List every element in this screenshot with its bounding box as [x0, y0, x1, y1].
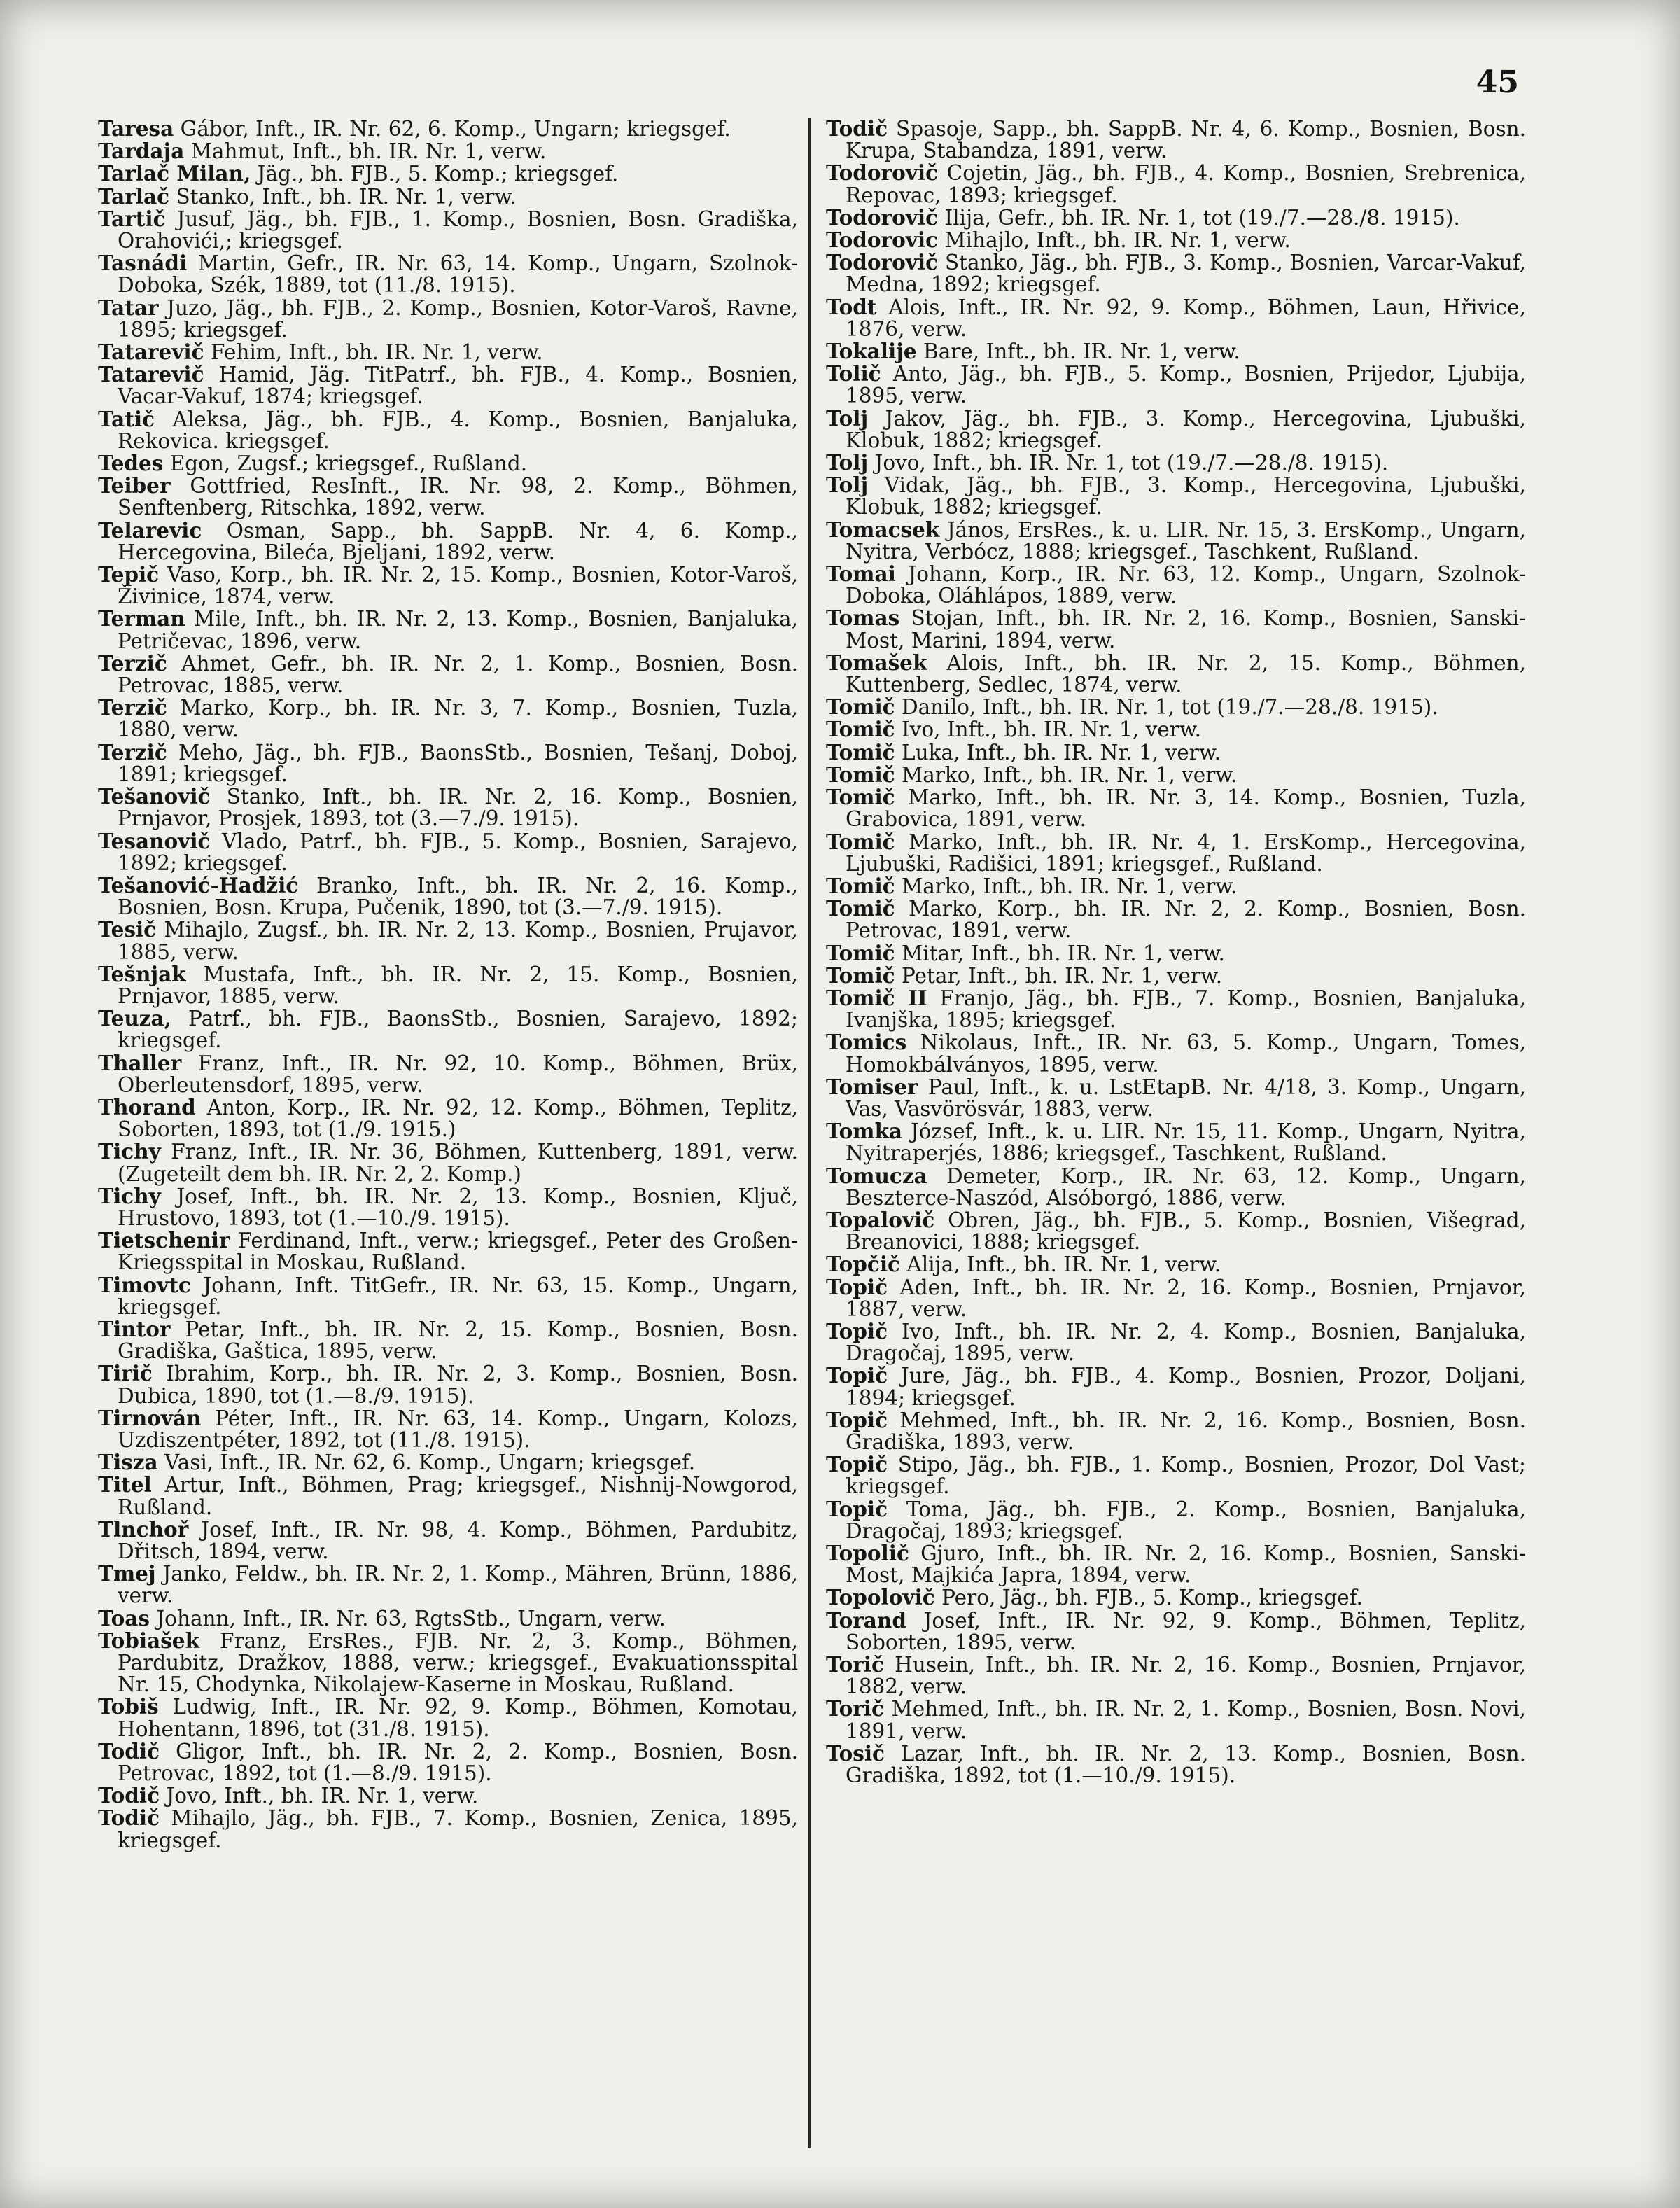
entry-details: Ilija, Gefr., bh. IR. Nr. 1, tot (19./7.—28./8. 1915). [944, 205, 1460, 230]
entry-details: Alija, Inft., bh. IR. Nr. 1, verw. [906, 1252, 1222, 1277]
entry-details: Spasoje, Sapp., bh. SappB. Nr. 4, 6. Komp., Bosnien, Bosn. Krupa, Stabandza, 1891, verw. [846, 117, 1526, 163]
entry-surname: Teuza, [98, 1006, 172, 1031]
entry-surname: Terzič [98, 650, 167, 676]
casualty-entry [98, 1740, 798, 1784]
entry-details: János, ErsRes., k. u. LIR. Nr. 15, 3. ErsKomp., Ungarn, Nyitra, Verbócz, 1888; kriegsgef., Taschkent, Rußland. [846, 517, 1526, 564]
entry-surname: Tatič [98, 406, 155, 431]
entry-surname: Thaller [98, 1050, 182, 1075]
casualty-entry [98, 183, 798, 209]
casualty-entry [98, 564, 798, 608]
casualty-entry [98, 1052, 798, 1096]
entry-details: Paul, Inft., k. u. LstEtapB. Nr. 4/18, 3. Komp., Ungarn, Vas, Vasvörösvár, 1883, verw. [846, 1075, 1526, 1121]
entry-surname: Terzič [98, 695, 167, 720]
entry-surname: Tomai [826, 561, 896, 587]
casualty-entry [98, 452, 798, 475]
casualty-entry [98, 1451, 798, 1474]
entry-details: Jovo, Inft., bh. IR. Nr. 1, verw. [166, 1784, 479, 1808]
casualty-entry [826, 1165, 1526, 1209]
entry-details: Ibrahim, Korp., bh. IR. Nr. 2, 3. Komp., Bosnien, Bosn. Dubica, 1890, tot (1.—8./9. 1915). [118, 1362, 798, 1408]
entry-details: Fehim, Inft., bh. IR. Nr. 1, verw. [211, 340, 543, 365]
entry-surname: Tomucza [826, 1163, 927, 1188]
entry-details: Josef, Inft., bh. IR. Nr. 2, 13. Komp., Bosnien, Ključ, Hrustovo, 1893, tot (1.—10./9. 1915). [118, 1184, 798, 1230]
entry-details: Mehmed, Inft., bh. IR. Nr. 2, 1. Komp., Bosnien, Bosn. Novi, 1891, verw. [846, 1697, 1526, 1743]
entry-surname: Toas [98, 1605, 150, 1630]
entry-details: Stanko, Inft., bh. IR. Nr. 2, 16. Komp., Bosnien, Prnjavor, Prosjek, 1893, tot (3.—7./9. 1915). [118, 785, 798, 831]
entry-surname: Todič [98, 1783, 160, 1808]
entry-surname: Terzič [98, 739, 167, 764]
entry-details: Obren, Jäg., bh. FJB., 5. Komp., Bosnien, Višegrad, Breanovici, 1888; kriegsgef. [846, 1208, 1526, 1255]
casualty-entry [826, 204, 1526, 230]
entry-details: Ferdinand, Inft., verw.; kriegsgef., Peter des Großen-Kriegsspital in Moskau, Rußland. [118, 1229, 798, 1275]
casualty-entry [98, 1140, 798, 1185]
entry-surname: Thorand [98, 1094, 196, 1119]
entry-details: Gjuro, Inft., bh. IR. Nr. 2, 16. Komp., Bosnien, Sanski-Most, Majkića Japra, 1894, verw. [846, 1542, 1526, 1588]
entry-details: Bare, Inft., bh. IR. Nr. 1, verw. [923, 340, 1240, 364]
entry-details: Husein, Inft., bh. IR. Nr. 2, 16. Komp., Bosnien, Prnjavor, 1882, verw. [846, 1653, 1526, 1699]
entry-surname: Tepič [98, 562, 160, 587]
entry-details: Vlado, Patrf., bh. FJB., 5. Komp., Bosnien, Sarajevo, 1892; kriegsgef. [118, 829, 798, 875]
entry-details: Péter, Inft., IR. Nr. 63, 14. Komp., Ungarn, Kolozs, Uzdiszentpéter, 1892, tot (11./8. 1915). [118, 1406, 798, 1452]
casualty-entry [98, 1096, 798, 1140]
entry-details: Johann, Inft., IR. Nr. 63, RgtsStb., Ungarn, verw. [156, 1606, 666, 1630]
entry-surname: Tatarevič [98, 340, 204, 365]
entry-surname: Todorovič [826, 250, 939, 275]
entry-details: Stanko, Inft., bh. IR. Nr. 1, verw. [176, 184, 517, 209]
entry-details: Vidak, Jäg., bh. FJB., 3. Komp., Hercegovina, Ljubuški, Klobuk, 1882; kriegsgef. [846, 473, 1526, 519]
entry-details: Marko, Inft., bh. IR. Nr. 1, verw. [902, 874, 1238, 898]
entry-surname: Tintor [98, 1316, 171, 1341]
entry-surname: Topič [826, 1274, 888, 1299]
casualty-entry [826, 1498, 1526, 1542]
entry-surname: Tirič [98, 1361, 153, 1386]
entry-details: Ludwig, Inft., IR. Nr. 92, 9. Komp., Böhmen, Komotau, Hohentann, 1896, tot (31./8. 1915). [118, 1695, 798, 1741]
entry-details: Egon, Zugsf.; kriegsgef., Rußland. [169, 452, 528, 476]
casualty-entry [826, 162, 1526, 206]
entry-surname: Tlnchoř [98, 1516, 189, 1542]
entry-details: Nikolaus, Inft., IR. Nr. 63, 5. Komp., Ungarn, Tomes, Homokbálványos, 1895, verw. [846, 1030, 1526, 1077]
casualty-entry [98, 652, 798, 697]
entry-details: Vaso, Korp., bh. IR. Nr. 2, 15. Komp., Bosnien, Kotor-Varoš, Živinice, 1874, verw. [118, 563, 798, 609]
entry-surname: Tirnován [98, 1405, 202, 1430]
entry-surname: Tomič [826, 739, 895, 764]
entry-details: Anto, Jäg., bh. FJB., 5. Komp., Bosnien, Prijedor, Ljubija, 1895, verw. [846, 362, 1526, 408]
entry-details: Josef, Inft., IR. Nr. 92, 9. Komp., Böhmen, Teplitz, Soborten, 1895, verw. [846, 1608, 1526, 1654]
casualty-entry [98, 741, 798, 785]
entry-details: Ahmet, Gefr., bh. IR. Nr. 2, 1. Komp., Bosnien, Bosn. Petrovac, 1885, verw. [118, 651, 798, 698]
entry-surname: Topič [826, 1318, 888, 1343]
entry-details: Alois, Inft., IR. Nr. 92, 9. Komp., Böhmen, Laun, Hřivice, 1876, verw. [846, 295, 1526, 341]
entry-surname: Timovtc [98, 1272, 191, 1297]
entry-surname: Tmej [98, 1561, 156, 1586]
entry-details: Jovo, Inft., bh. IR. Nr. 1, tot (19./7.—28./8. 1915). [874, 451, 1389, 475]
entry-surname: Todorovič [826, 204, 939, 230]
entry-details: Pero, Jäg., bh. FJB., 5. Komp., kriegsgef. [941, 1586, 1363, 1610]
casualty-entry [98, 785, 798, 830]
casualty-entry [98, 297, 798, 341]
entry-surname: Tolj [826, 473, 869, 498]
casualty-entry [98, 1563, 798, 1607]
casualty-entry [98, 608, 798, 652]
entry-surname: Topič [826, 1496, 888, 1521]
entry-surname: Torič [826, 1652, 884, 1677]
entry-surname: Tarlač [98, 183, 170, 209]
casualty-entry [98, 408, 798, 452]
entry-surname: Todič [826, 116, 888, 141]
entry-surname: Todorovič [826, 160, 939, 186]
casualty-entry [98, 1362, 798, 1406]
casualty-entry [826, 652, 1526, 696]
casualty-entry [98, 1784, 798, 1807]
casualty-entry [98, 252, 798, 296]
entry-surname: Tešanovič [98, 784, 211, 809]
entry-details: Mihajlo, Jäg., bh. FJB., 7. Komp., Bosnien, Zenica, 1895, kriegsgef. [118, 1806, 798, 1852]
entry-surname: Terman [98, 606, 186, 631]
casualty-entry [98, 1274, 798, 1318]
casualty-entry [826, 1409, 1526, 1453]
entry-surname: Tomka [826, 1119, 903, 1144]
casualty-entry [826, 1698, 1526, 1742]
casualty-entry [98, 519, 798, 564]
entry-surname: Tešnjak [98, 961, 186, 986]
page-number: 45 [1476, 64, 1519, 100]
casualty-entry [826, 519, 1526, 563]
entry-details: Branko, Inft., bh. IR. Nr. 2, 16. Komp., Bosnien, Bosn. Krupa, Pučenik, 1890, tot (3.—7./9. 1915). [118, 873, 798, 920]
entry-details: Cojetin, Jäg., bh. FJB., 4. Komp., Bosnien, Srebrenica, Repovac, 1893; kriegsgef. [846, 161, 1526, 207]
entry-details: Stipo, Jäg., bh. FJB., 1. Komp., Bosnien, Prozor, Dol Vast; kriegsgef. [846, 1453, 1526, 1499]
entry-details: Marko, Inft., bh. IR. Nr. 1, verw. [902, 762, 1238, 787]
right-column [826, 118, 1526, 1787]
casualty-entry [826, 340, 1526, 363]
entry-surname: Tešanović-Hadžić [98, 872, 299, 897]
casualty-entry [826, 363, 1526, 407]
casualty-entry [826, 251, 1526, 295]
entry-surname: Tardaja [98, 139, 185, 164]
entry-surname: Tarlač Milan, [98, 161, 251, 186]
entry-details: Mahmut, Inft., bh. IR. Nr. 1, verw. [190, 139, 547, 164]
entry-surname: Tomič [826, 829, 895, 854]
entry-surname: Tomiser [826, 1074, 918, 1099]
entry-details: Mustafa, Inft., bh. IR. Nr. 2, 15. Komp., Bosnien, Prnjavor, 1885, verw. [118, 962, 798, 1008]
casualty-entry [826, 1609, 1526, 1654]
casualty-entry [98, 874, 798, 918]
casualty-entry [98, 1807, 798, 1851]
entry-details: Josef, Inft., IR. Nr. 98, 4. Komp., Böhmen, Pardubitz, Dřitsch, 1894, verw. [118, 1517, 798, 1563]
casualty-entry [826, 1120, 1526, 1164]
entry-surname: Tomič [826, 694, 895, 720]
entry-details: Janko, Feldw., bh. IR. Nr. 2, 1. Komp., Mähren, Brünn, 1886, verw. [118, 1562, 798, 1608]
casualty-entry [826, 1742, 1526, 1787]
entry-surname: Tartič [98, 206, 166, 231]
entry-details: Mehmed, Inft., bh. IR. Nr. 2, 16. Komp., Bosnien, Bosn. Gradiška, 1893, verw. [846, 1408, 1526, 1454]
entry-details: Marko, Inft., bh. IR. Nr. 4, 1. ErsKomp., Hercegovina, Ljubuški, Radišici, 1891; kriegsgef., Rußland. [846, 830, 1526, 876]
casualty-entry [826, 229, 1526, 251]
entry-surname: Tolj [826, 450, 869, 475]
entry-surname: Todt [826, 294, 877, 319]
entry-details: Lazar, Inft., bh. IR. Nr. 2, 13. Komp., Bosnien, Bosn. Gradiška, 1892, tot (1.—10./9. 1915). [846, 1741, 1526, 1788]
entry-surname: Tatar [98, 295, 159, 320]
entry-surname: Tomič [826, 873, 895, 898]
entry-surname: Tomics [826, 1030, 907, 1055]
casualty-entry [98, 363, 798, 407]
casualty-entry [98, 1229, 798, 1273]
entry-details: Alois, Inft., bh. IR. Nr. 2, 15. Komp., Böhmen, Kuttenberg, Sedlec, 1874, verw. [846, 650, 1526, 697]
entry-surname: Tomič [826, 717, 895, 742]
entry-details: Mitar, Inft., bh. IR. Nr. 1, verw. [902, 941, 1225, 965]
casualty-entry [98, 162, 798, 185]
entry-details: Demeter, Korp., IR. Nr. 63, 12. Komp., Ungarn, Beszterce-Naszód, Alsóborgó, 1886, verw. [846, 1164, 1526, 1210]
entry-details: Aleksa, Jäg., bh. FJB., 4. Komp., Bosnien, Banjaluka, Rekovica. kriegsgef. [118, 407, 798, 453]
entry-surname: Tietschenir [98, 1228, 230, 1253]
column-divider [808, 118, 811, 2148]
casualty-entry [826, 987, 1526, 1031]
casualty-entry [826, 1209, 1526, 1253]
entry-details: Martin, Gefr., IR. Nr. 63, 14. Komp., Ungarn, Szolnok-Doboka, Szék, 1889, tot (11./8. 1915). [118, 251, 799, 298]
casualty-entry [98, 830, 798, 874]
casualty-entry [826, 563, 1526, 607]
casualty-entry [826, 407, 1526, 452]
entry-surname: Tomič [826, 785, 895, 810]
casualty-entry [826, 1031, 1526, 1075]
entry-surname: Tolj [826, 405, 869, 431]
casualty-entry [98, 918, 798, 963]
casualty-entry [98, 1007, 798, 1051]
casualty-entry [826, 1276, 1526, 1320]
entry-surname: Tobiš [98, 1694, 159, 1719]
entry-surname: Tokalije [826, 339, 917, 364]
entry-surname: Tesanovič [98, 828, 211, 853]
casualty-entry [826, 831, 1526, 875]
entry-surname: Topalovič [826, 1207, 935, 1232]
casualty-entry [826, 1453, 1526, 1497]
casualty-entry [826, 1320, 1526, 1364]
casualty-entry [826, 296, 1526, 340]
entry-details: Aden, Inft., bh. IR. Nr. 2, 16. Komp., Bosnien, Prnjavor, 1887, verw. [846, 1275, 1526, 1321]
entry-surname: Tichy [98, 1183, 161, 1208]
entry-surname: Tatarevič [98, 362, 204, 387]
entry-details: Mile, Inft., bh. IR. Nr. 2, 13. Komp., Bosnien, Banjaluka, Petričevac, 1896, verw. [118, 607, 798, 653]
entry-details: Johann, Korp., IR. Nr. 63, 12. Komp., Ungarn, Szolnok-Doboka, Oláhlápos, 1889, verw. [846, 562, 1526, 608]
casualty-entry [98, 1607, 798, 1630]
entry-surname: Tichy [98, 1139, 161, 1164]
casualty-entry [98, 1185, 798, 1229]
entry-details: Luka, Inft., bh. IR. Nr. 1, verw. [902, 740, 1221, 764]
entry-surname: Tasnádi [98, 251, 188, 276]
entry-surname: Tomašek [826, 650, 927, 675]
entry-surname: Tedes [98, 451, 164, 476]
casualty-entry [98, 1474, 798, 1518]
entry-details: Ivo, Inft., bh. IR. Nr. 2, 4. Komp., Bosnien, Banjaluka, Dragočaj, 1895, verw. [846, 1319, 1526, 1366]
entry-details: Hamid, Jäg. TitPatrf., bh. FJB., 4. Komp., Bosnien, Vacar-Vakuf, 1874; kriegsgef. [118, 363, 798, 409]
entry-surname: Telarevic [98, 517, 202, 543]
casualty-entry [826, 764, 1526, 786]
casualty-entry [98, 1407, 798, 1451]
entry-details: Johann, Inft. TitGefr., IR. Nr. 63, 15. Komp., Ungarn, kriegsgef. [118, 1273, 798, 1319]
entry-details: József, Inft., k. u. LIR. Nr. 15, 11. Komp., Ungarn, Nyitra, Nyitraperjés, 1886; kriegsgef., Taschkent, Rußland. [846, 1119, 1526, 1166]
entry-details: Osman, Sapp., bh. SappB. Nr. 4, 6. Komp., Hercegovina, Bileća, Bjeljani, 1892, verw. [118, 518, 798, 564]
entry-details: Gábor, Inft., IR. Nr. 62, 6. Komp., Ungarn; kriegsgef. [180, 117, 731, 141]
entry-details: Petar, Inft., bh. IR. Nr. 2, 15. Komp., Bosnien, Bosn. Gradiška, Gaštica, 1895, verw. [118, 1317, 798, 1364]
entry-surname: Tesič [98, 917, 157, 942]
left-column [98, 118, 798, 1852]
entry-details: Vasi, Inft., IR. Nr. 62, 6. Komp., Ungarn; kriegsgef. [164, 1451, 696, 1475]
entry-details: Franjo, Jäg., bh. FJB., 7. Komp., Bosnien, Banjaluka, Ivanjška, 1895; kriegsgef. [846, 986, 1526, 1033]
entry-surname: Torič [826, 1696, 884, 1721]
entry-details: Petar, Inft., bh. IR. Nr. 1, verw. [902, 963, 1223, 988]
entry-surname: Taresa [98, 116, 174, 141]
casualty-entry [826, 474, 1526, 518]
entry-surname: Tomacsek [826, 517, 940, 542]
entry-surname: Todič [98, 1738, 160, 1763]
casualty-entry [98, 1518, 798, 1563]
casualty-entry [98, 1630, 798, 1696]
entry-surname: Tosič [826, 1740, 886, 1766]
casualty-entry [826, 875, 1526, 897]
entry-details: Artur, Inft., Böhmen, Prag; kriegsgef., Nishnij-Nowgorod, Rußland. [118, 1473, 798, 1519]
casualty-entry [826, 1364, 1526, 1409]
entry-surname: Tolič [826, 361, 881, 386]
casualty-entry [98, 697, 798, 741]
casualty-entry [98, 963, 798, 1007]
entry-details: Franz, Inft., IR. Nr. 92, 10. Komp., Böhmen, Brüx, Oberleutensdorf, 1895, verw. [118, 1051, 798, 1097]
casualty-entry [826, 786, 1526, 830]
casualty-entry [826, 607, 1526, 651]
entry-surname: Topič [826, 1407, 888, 1432]
casualty-entry [826, 741, 1526, 764]
entry-details: Marko, Inft., bh. IR. Nr. 3, 14. Komp., Bosnien, Tuzla, Grabovica, 1891, verw. [846, 785, 1526, 832]
entry-surname: Tobiašek [98, 1628, 200, 1653]
entry-surname: Todorovic [826, 228, 939, 253]
entry-surname: Topič [826, 1363, 888, 1388]
entry-details: Franz, ErsRes., FJB. Nr. 2, 3. Komp., Böhmen, Pardubitz, Dražkov, 1888, verw.; kriegsgef., Evakuationsspital Nr. 15, Chodynka, Nikolajew-Kaserne in Moskau, Rußland. [118, 1628, 798, 1697]
entry-details: Marko, Korp., bh. IR. Nr. 2, 2. Komp., Bosnien, Bosn. Petrovac, 1891, verw. [846, 897, 1526, 943]
entry-details: Stanko, Jäg., bh. FJB., 3. Komp., Bosnien, Varcar-Vakuf, Medna, 1892; kriegsgef. [846, 251, 1526, 297]
casualty-entry [826, 118, 1526, 162]
entry-details: Stojan, Inft., bh. IR. Nr. 2, 16. Komp., Bosnien, Sanski-Most, Marini, 1894, verw. [846, 606, 1526, 652]
entry-surname: Topolovič [826, 1585, 935, 1610]
entry-details: Danilo, Inft., bh. IR. Nr. 1, tot (19./7.—28./8. 1915). [902, 695, 1438, 720]
entry-details: Jakov, Jäg., bh. FJB., 3. Komp., Hercegovina, Ljubuški, Klobuk, 1882; kriegsgef. [846, 406, 1526, 452]
entry-surname: Topič [826, 1452, 888, 1477]
entry-surname: Tisza [98, 1450, 158, 1475]
entry-details: Gottfried, ResInft., IR. Nr. 98, 2. Komp., Böhmen, Senftenberg, Ritschka, 1892, verw. [118, 474, 798, 520]
casualty-entry [98, 341, 798, 363]
entry-details: Patrf., bh. FJB., BaonsStb., Bosnien, Sarajevo, 1892; kriegsgef. [118, 1007, 798, 1053]
casualty-entry [826, 1654, 1526, 1698]
casualty-entry [826, 452, 1526, 474]
entry-details: Franz, Inft., IR. Nr. 36, Böhmen, Kuttenberg, 1891, verw. (Zugeteilt dem bh. IR. Nr. 2, 2. Komp.) [118, 1140, 798, 1186]
casualty-entry [826, 965, 1526, 987]
casualty-entry [826, 1542, 1526, 1586]
entry-details: Jusuf, Jäg., bh. FJB., 1. Komp., Bosnien, Bosn. Gradiška, Orahovići,; kriegsgef. [118, 207, 798, 253]
entry-details: Ivo, Inft., bh. IR. Nr. 1, verw. [902, 718, 1201, 742]
casualty-entry [826, 696, 1526, 718]
entry-details: Mihajlo, Inft., bh. IR. Nr. 1, verw. [944, 228, 1291, 253]
entry-surname: Torand [826, 1607, 906, 1633]
casualty-entry [98, 1318, 798, 1362]
entry-details: Jäg., bh. FJB., 5. Komp.; kriegsgef. [257, 162, 619, 186]
entry-details: Gligor, Inft., bh. IR. Nr. 2, 2. Komp., Bosnien, Bosn. Petrovac, 1892, tot (1.—8./9. 1915). [118, 1739, 798, 1786]
casualty-entry [98, 475, 798, 519]
entry-surname: Tomič II [826, 985, 927, 1010]
casualty-entry [826, 897, 1526, 942]
casualty-entry [826, 942, 1526, 965]
entry-details: Juzo, Jäg., bh. FJB., 2. Komp., Bosnien, Kotor-Varoš, Ravne, 1895; kriegsgef. [118, 295, 798, 342]
entry-details: Anton, Korp., IR. Nr. 92, 12. Komp., Böhmen, Teplitz, Soborten, 1893, tot (1./9. 1915.) [118, 1095, 798, 1142]
casualty-entry [826, 1076, 1526, 1120]
entry-details: Toma, Jäg., bh. FJB., 2. Komp., Bosnien, Banjaluka, Dragočaj, 1893; kriegsgef. [846, 1497, 1526, 1543]
casualty-entry [826, 718, 1526, 741]
entry-surname: Tomič [826, 762, 895, 787]
entry-surname: Teiber [98, 473, 171, 498]
entry-surname: Tomič [826, 896, 895, 921]
entry-surname: Titel [98, 1472, 152, 1497]
entry-surname: Tomič [826, 940, 895, 965]
entry-details: Jure, Jäg., bh. FJB., 4. Komp., Bosnien, Prozor, Doljani, 1894; kriegsgef. [846, 1364, 1526, 1410]
entry-details: Marko, Korp., bh. IR. Nr. 3, 7. Komp., Bosnien, Tuzla, 1880, verw. [118, 696, 798, 742]
casualty-entry [98, 208, 798, 252]
entry-details: Meho, Jäg., bh. FJB., BaonsStb., Bosnien, Tešanj, Doboj, 1891; kriegsgef. [118, 740, 798, 786]
casualty-entry [826, 1253, 1526, 1276]
entry-surname: Topčič [826, 1252, 901, 1277]
entry-details: Mihajlo, Zugsf., bh. IR. Nr. 2, 13. Komp., Bosnien, Prujavor, 1885, verw. [118, 918, 798, 964]
casualty-entry [98, 1696, 798, 1740]
casualty-entry [826, 1586, 1526, 1609]
entry-surname: Topolič [826, 1541, 909, 1565]
entry-surname: Todič [98, 1805, 160, 1831]
casualty-entry [98, 118, 798, 140]
entry-surname: Tomič [826, 963, 895, 988]
entry-surname: Tomas [826, 606, 900, 631]
casualty-entry [98, 140, 798, 162]
